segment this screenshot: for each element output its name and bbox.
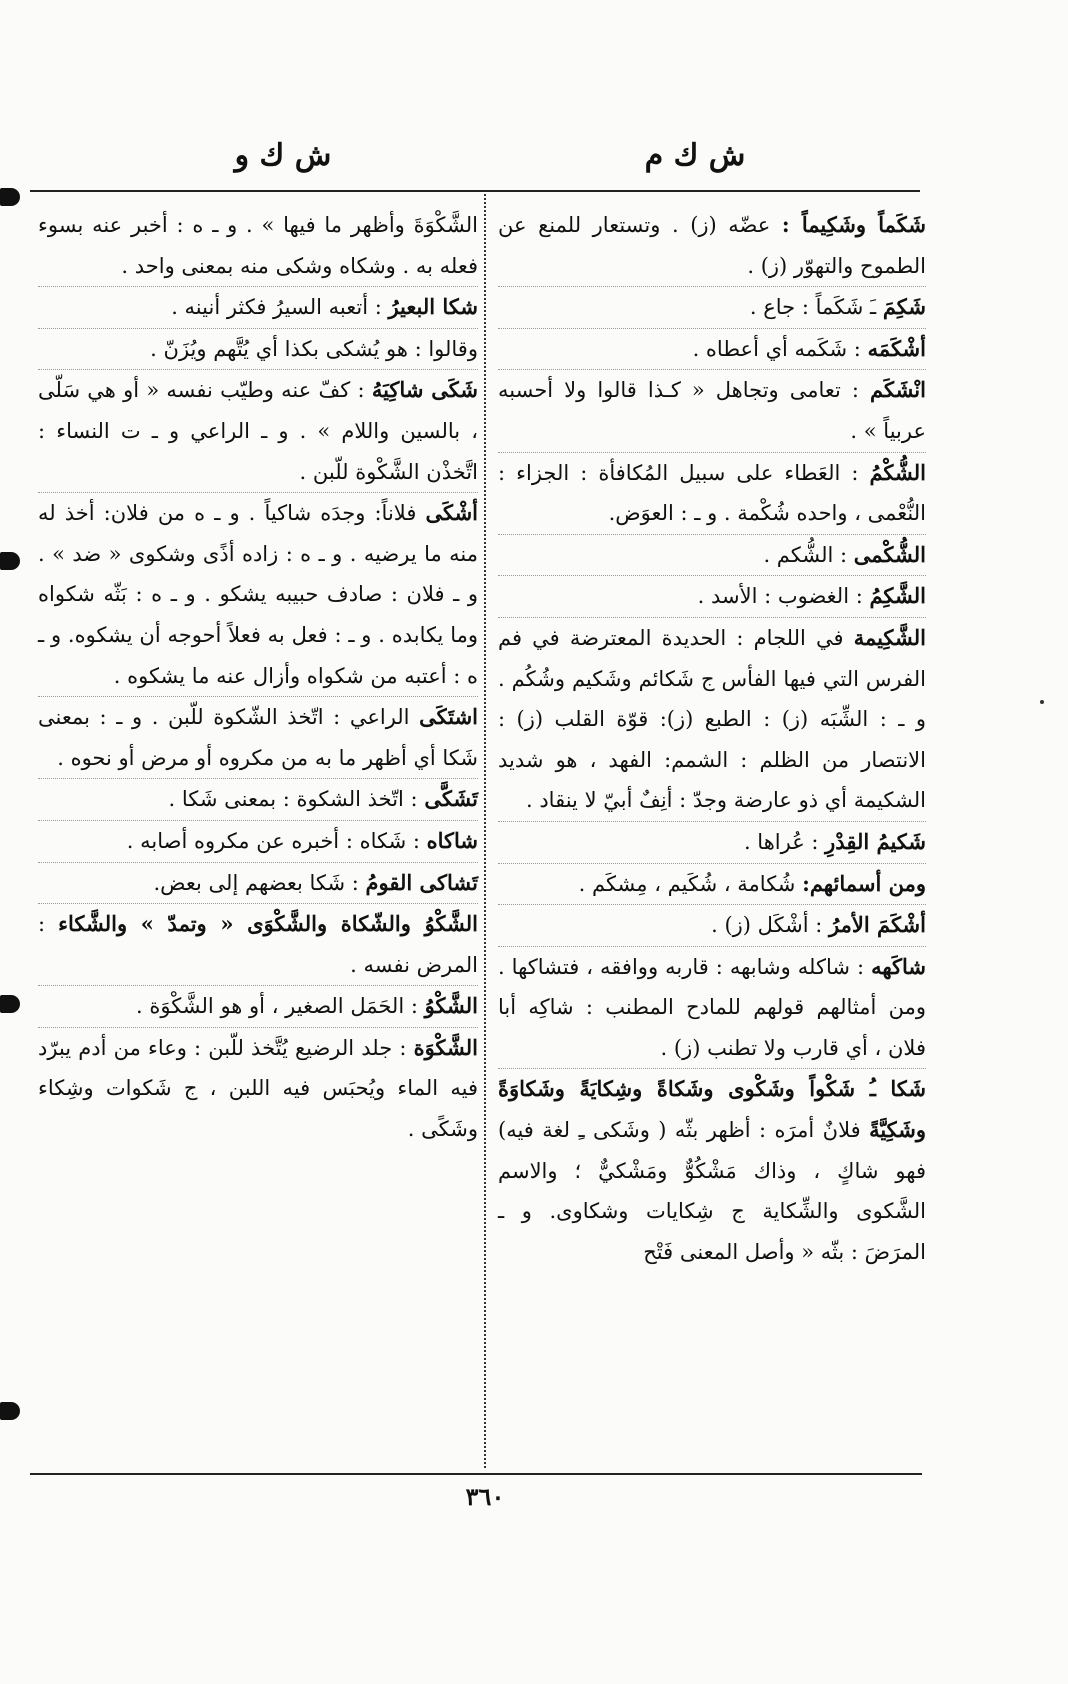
- entry-definition: شُكامة ، شُكَيم ، مِشكَم .: [578, 871, 803, 896]
- dictionary-entry: [498, 328, 926, 370]
- entry-definition: في اللجام : الحديدة المعترضة في فم الفرس التي فيها الفأس ج شَكائم وشَكيم وشُكُم . و ـ : الشِّبَه (ز) : الطبع (ز): قوّة القلب (ز) : الانتصار من الظلم : الشمم: الفهد ، هو شديد الشكيمة أي ذو عارضة وجدّ : أنِفٌ أبيّ لا ينقاد .: [498, 625, 926, 813]
- entry-headword: أشْكَمَه: [867, 335, 926, 361]
- entry-headword: شَكا ـُ شَكْواً وشَكْوى وشَكاةً وشِكايَةً وشَكاوَةً وشَكِيَّةً: [498, 1076, 926, 1143]
- entry-definition: : اتّخذ الشكوة : بمعنى شَكا .: [168, 787, 425, 812]
- entry-definition: : شَكا بعضهم إلى بعض.: [153, 870, 366, 895]
- dictionary-entry: [38, 778, 478, 820]
- entry-headword: انْشَكَم: [870, 377, 926, 403]
- dictionary-entry: [498, 205, 926, 286]
- dictionary-entry: [38, 1027, 478, 1150]
- bottom-rule: [30, 1473, 922, 1475]
- dictionary-entry: [38, 696, 478, 778]
- entry-headword: أشْكَى: [425, 500, 478, 526]
- entry-headword: تَشَكَّى: [424, 786, 478, 812]
- entry-definition: : أتعبه السيرُ فكثر أنينه .: [171, 295, 389, 320]
- running-header-left: ش ك و: [234, 138, 332, 173]
- page-number: ٣٦٠: [465, 1482, 505, 1511]
- dictionary-entry: [38, 205, 478, 286]
- entry-definition: الشَّكْوَةَ وأظهر ما فيها » . و ـ ه : أخبر عنه بسوء فعله به . وشكاه وشكى منه بمعنى واحد .: [38, 213, 478, 278]
- entry-headword: شَكيمُ القِدْرِ: [825, 828, 926, 854]
- entry-headword: الشَّكْوَة: [413, 1034, 478, 1060]
- entry-headword: الشَّكِيمة: [853, 624, 926, 650]
- dictionary-entry: [38, 985, 478, 1027]
- entry-headword: شَكَى شاكِيَهُ: [371, 377, 478, 403]
- entry-definition: : المرض نفسه .: [38, 912, 478, 977]
- entry-definition: فلانٌ أمرَه : أظهر بثّه ( وشَكى ـِ لغة فيه) فهو شاكٍ ، وذاك مَشْكُوٌّ ومَشْكيٌّ ؛ والاسم الشَّكوى والشِّكاية ج شِكايات وشكاوى. و ـ المرَضَ : بثّه « وأصل المعنى فَتْح: [498, 1118, 926, 1264]
- dictionary-entry: [498, 904, 926, 946]
- entry-definition: : عُراها .: [743, 829, 826, 854]
- margin-thumb-mark: [0, 552, 20, 570]
- entry-headword: تَشاكى القومُ: [365, 869, 478, 895]
- dictionary-entry: [498, 369, 926, 451]
- entry-headword: شَكِمَ: [882, 294, 926, 320]
- entry-definition: : شاكله وشابهه : قاربه ووافقه ، فتشاكها . ومن أمثالهم قولهم للمادح المطنب : شاكِه أبا فلان ، أي قارب ولا تطنب (ز) .: [498, 954, 926, 1060]
- entry-definition: الراعي : اتّخذ الشّكوة للّبن . و ـ : بمعنى شَكا أي أظهر ما به من مكروه أو مرض أو نحوه .: [38, 705, 478, 770]
- entry-definition: ـَ شَكَماً : جاع .: [749, 295, 883, 320]
- entry-headword: الشُّكْمُ: [869, 459, 926, 485]
- dictionary-entry: [498, 617, 926, 821]
- entry-headword: شاكاه: [426, 827, 478, 853]
- top-rule: [30, 190, 920, 192]
- dictionary-entry: [498, 575, 926, 617]
- entry-definition: : الشُّكم .: [763, 542, 854, 567]
- entry-headword: شكا البعيرُ: [388, 294, 478, 320]
- entry-definition: : شَكَمه أي أعطاه .: [692, 336, 868, 361]
- entry-definition: وقالوا : هو يُشكى بكذا أي يُتَّهم ويُزَنّ .: [150, 336, 478, 361]
- dictionary-entry: [498, 1068, 926, 1272]
- scan-speck: [1040, 700, 1044, 704]
- entry-definition: : العَطاء على سبيل المُكافأة : الجزاء : النُّعْمى ، واحده شُكْمة . و ـ : العوَض.: [498, 460, 926, 526]
- entry-headword: ومن أسمائهم:: [802, 870, 926, 896]
- dictionary-entry: [38, 286, 478, 328]
- margin-thumb-mark: [0, 188, 20, 206]
- entry-definition: : الحَمَل الصغير ، أو هو الشَّكْوَة .: [136, 994, 425, 1019]
- entry-headword: شَكَماً وشَكِيماً :: [781, 212, 926, 237]
- entry-definition: : الغضوب : الأسد .: [697, 584, 870, 609]
- entry-headword: اشتَكَى: [419, 704, 478, 730]
- running-header-right: ش ك م: [644, 138, 746, 173]
- entry-definition: : جلد الرضيع يُتَّخذ للّبن : وعاء من أدم يبرّد فيه الماء ويُحبَس فيه اللبن ، ج شَكوات وشِكاء وشَكًى .: [38, 1035, 478, 1142]
- entry-definition: : شَكاه : أخبره عن مكروه أصابه .: [126, 828, 427, 853]
- entry-headword: الشَّكْوُ والشّكاة والشَّكْوَى « وتمدّ » والشَّكاء: [58, 911, 478, 937]
- entry-headword: الشَّكْوُ: [424, 993, 478, 1019]
- margin-thumb-mark: [0, 995, 20, 1013]
- entry-definition: : أشْكَل (ز) .: [711, 913, 830, 938]
- entry-headword: أشْكَمَ الأمرُ: [829, 912, 926, 938]
- entry-headword: شاكَهه: [871, 953, 926, 979]
- entry-definition: : تعامى وتجاهل « كـذا قالوا ولا أحسبه عربياً » .: [498, 378, 926, 443]
- dictionary-entry: [498, 534, 926, 576]
- entry-definition: : كفّ عنه وطيّب نفسه « أو هي سَلّى ، بالسين واللام » . و ـ الراعي و ـ ت النساء : اتَّخذْن الشَّكْوة للّبن .: [38, 378, 478, 484]
- dictionary-entry: [38, 862, 478, 904]
- left-column: [38, 205, 478, 1150]
- dictionary-entry: [38, 369, 478, 492]
- dictionary-entry: [498, 286, 926, 328]
- dictionary-entry: [498, 821, 926, 863]
- dictionary-entry: [38, 492, 478, 696]
- right-column: [498, 205, 926, 1272]
- entry-definition: فلاناً: وجدَه شاكياً . و ـ ه من فلان: أخذ له منه ما يرضيه . و ـ ه : زاده أذًى وشكوى « ضد » . و ـ فلان : صادف حبيبه يشكو . و ـ ه : بَثّه شكواه وما يكابده . و ـ : فعل به فعلاً أحوجه أن يشكوه. و ـ ه : أعتبه من شكواه وأزال عنه ما يشكوه .: [38, 501, 478, 688]
- dictionary-entry: [38, 328, 478, 370]
- dictionary-entry: [38, 820, 478, 862]
- dictionary-entry: [498, 452, 926, 534]
- entry-headword: الشَّكِمُ: [869, 583, 926, 609]
- column-divider: [484, 194, 486, 1468]
- margin-thumb-mark: [0, 1402, 20, 1420]
- dictionary-entry: [498, 946, 926, 1069]
- dictionary-entry: [38, 903, 478, 985]
- dictionary-entry: [498, 863, 926, 905]
- entry-definition: عضّه (ز) . وتستعار للمنع عن الطموح والتهوّر (ز) .: [498, 213, 926, 278]
- entry-headword: الشُّكْمى: [853, 541, 926, 567]
